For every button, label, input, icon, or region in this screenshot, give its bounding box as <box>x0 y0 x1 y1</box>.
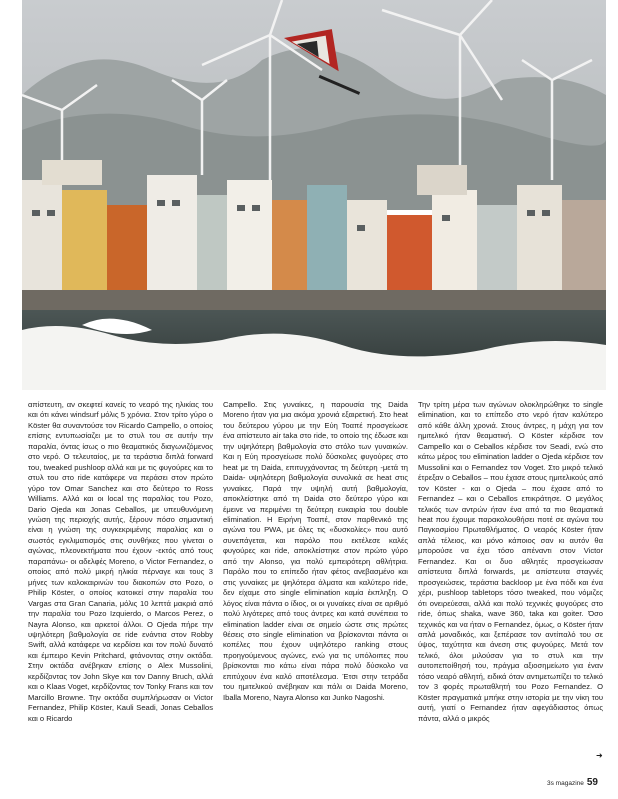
continue-arrow-icon: ➜ <box>596 751 603 760</box>
magazine-name: 3s magazine <box>547 780 584 787</box>
windsurfer-jumping-photo <box>22 0 606 390</box>
article-column-2 <box>223 400 408 768</box>
article-column-1 <box>28 400 213 768</box>
column-text: απίστευτη, αν σκεφτεί κανείς το νεαρό της ηλικίας του και ότι κάνει windsurf μόλις 5 χρόνια. Στον τρίτο γύρο ο Köster θα συναντούσε τον Ricardo Campello, ο οποίος επίσης εντυπωσίαζει με το στυλ του σε αυτήν την παραλία, όντας ίσως ο πιο θεαματικός διαγωνιζόμενος στο νερό. Ο τελευταίος, με τα τεράστια διπλά forward του, tweaked pushloop αλλά και με τις φυγούρες και το στυλ του στο ride κατάφερε να περάσει στον πρώτο γύρο τον Omar Sanchez και στο δεύτερο το Ross Williams. Αλλά και οι local της παραλίας του Pozo, Dario Ojeda και Jonas Ceballos, με υπευθυνόμενη γνώση της περιοχής αυτής, ξέρουν πόσο σημαντική είναι η γνώση της συγκεκριμένης παραλίας και ο σωστός εγκλιματισμός στις συνθήκες που γίνεται ο αγώνας, πλεονεκτήματα που έχουν -εκτός από τους παραπάνω- οι αδελφές Moreno, ο Victor Fernandez, ο οποίος από πολύ μικρή ηλικία πέρναγε και τους 3 μήνες των καλοκαιρινών του διακοπών στο Pozo, ο Philip Köster, ο οποίος κατοικεί στην παραλία του Vargas στα Gran Canaria, μόλις 10 λεπτά μακριά από την παραλία του Pozo Izquierdo, ο Marcos Perez, ο Nayra Alonso, και αρκετοί άλλοι. Ο Ojeda πήρε την υψηλότερη βαθμολογία σε ride ενάντια στον Robby Swift, αλλά κατάφερε να κερδίσει και τον πολύ δυνατό και έμπειρο Kevin Pritchard, φτάνοντας στην οκτάδα. Στην οκτάδα ανέβηκαν επίσης ο Alex Mussolini, κερδίζοντας τον John Skye και τον Danny Bruch, αλλά και ο Klaas Voget, κερδίζοντας τον Tonky Frans και τον Marcillo Browne. Την οκτάδα συμπλήρωσαν οι Victor Fernandez, Philip Köster, Kauli Seadi, Jonas Ceballos και ο Ricardo <box>28 400 213 723</box>
column-text: Την τρίτη μέρα των αγώνων ολοκληρώθηκε το single elimination, και το επίπεδο στο νερό ήταν καλύτερο από κάθε άλλη χρονιά. Στους άντρες, η μάχη για τον ημιτελικό ήταν θεαματική. Ο Köster κέρδισε τον Campello και ο Ceballos κέρδισε τον Seadi, ενώ στο κάτω μέρος του elimination ladder ο Ojeda κέρδισε τον Mussolini και ο Fernandez τον Voget. Στο μικρό τελικό έτρεξαν ο Ceballos – που έχασε στους ημιτελικούς από τον Köster - και ο Ojeda – που έχασε από το Fernandez – και ο Ceballos επικράτησε. Ο μεγάλος τελικός των αντρών ήταν ένα από τα πιο θεαματικά heat που έχουμε παρακολουθήσει ποτέ σε αγώνα του Παγκοσμίου Πρωταθλήματος. Ο νεαρός Köster ήταν απλά τέλειος, και μόνο κάποιος σαν κι αυτόν θα μπορούσε να έχει τόσο απέναντι στον Victor Fernandez. Και οι δυο αθλητές προσγείωσαν απίστευτα διπλά forwards, με απίστευτα σταγνές προσγειώσεις, τεράστια backloop με ένα πόδι και ένα χέρι, pushloop tabletops τόσο tweaked, που νόμιζες ότι ονειρεύεσαι, αλλά και πολύ τεχνικές φυγούρες στο ride, όπως shaka, wave 360, taka και goiter. Όσο τεχνικός και να ήταν ο Fernandez, όμως, ο Köster ήταν απλά μοναδικός, και ξεπέρασε τον αντίπαλό του σε ύψος, ταχύτητα και άνεση στις φυγούρες. Μετά τον τελικό, όλοι μιλούσαν για το στυλ και την αυτοπεποίθησή του, πράγμα αξιοσημείωτο για έναν τόσο νεαρό αθλητή, ειδικά όταν αντιμετωπίζει το τελικό τον 3 φορές πρωταθλητή του Pozo Fernandez. Ο Köster πραγματικά μπήκε στην ιστορία με την νίκη του αυτή, γιατί ο Fernandez ήταν αφεγάδιαστος όπως πάντα, αλλά ο μικρός <box>418 400 603 723</box>
page-footer <box>547 777 598 791</box>
page-number: 59 <box>586 777 598 788</box>
article-column-3 <box>418 400 603 768</box>
column-text: Campello. Στις γυναίκες, η παρουσία της Daida Moreno ήταν για μια ακόμα χρονιά εξαιρετική. Στο heat του δεύτερου γύρου με την Eύη Τοαπέ προσγείωσε ένα απίστευτο air taka στο ride, το οποίο της έδωσε και την υψηλότερη βαθμολογία στο στόλο των γυναικών. Και η Εύη προσγείωσε πολύ δύσκολες φυγούρες στο heat με τη Daida, επιτυγχάνοντας τη δεύτερη -μετά τη Daida- υψηλότερη βαθμολογία συνολικά σε heat στις γυναίκες. Παρά την υψηλή αυτή βαθμολογία, αποκλείστηκε από τη Daida στο δεύτερο γύρο και έμεινε να περιμένει τη δεύτερη ευκαιρία του double elimination. Η Ειρήνη Τοαπέ, στον παρθενικό της αγώνα του PWA, με όλες τις «δυσκολίες» που αυτό συνεπάγεται, και παρόλο που εκτέλεσε καλές φυγούρες και ride, αποκλείστηκε στον πρώτο γύρο από την Alonso, για πολύ εμπειρότερη αθλήτρια. Παρόλο που το επίπεδο ήταν φέτος ανεβασμένο και στις γυναίκες με ψηλότερα άλματα και καλύτερο ride, δεν είχαμε στο single elimination καμία έκπληξη. Ο λόγος είναι πάντα ο ίδιος, οι οι γυναίκες είναι σε αριθμό πολύ λιγότερες από τους άντρες και κατά συνέπεια το elimination ladder είναι σε σημείο ώστε στις πρώτες θέσεις στο single elimination να βρίσκονται πάντα οι κοπέλες που έχουν υψηλότερο ranking στους προηγούμενους αγώνες, ενώ για τις υπόλοιπες που βρίσκονται πιο κάτω είναι πάρα πολύ δύσκολο να επιτύχουν ένα καλό αποτέλεσμα. Έτσι στην τετράδα του ημιτελικού ανέβηκαν και πάλι οι Daida Moreno, Iballa Moreno, Nayra Alonso και Junko Nagoshi. <box>223 400 408 702</box>
windsurf-photo <box>22 0 606 390</box>
